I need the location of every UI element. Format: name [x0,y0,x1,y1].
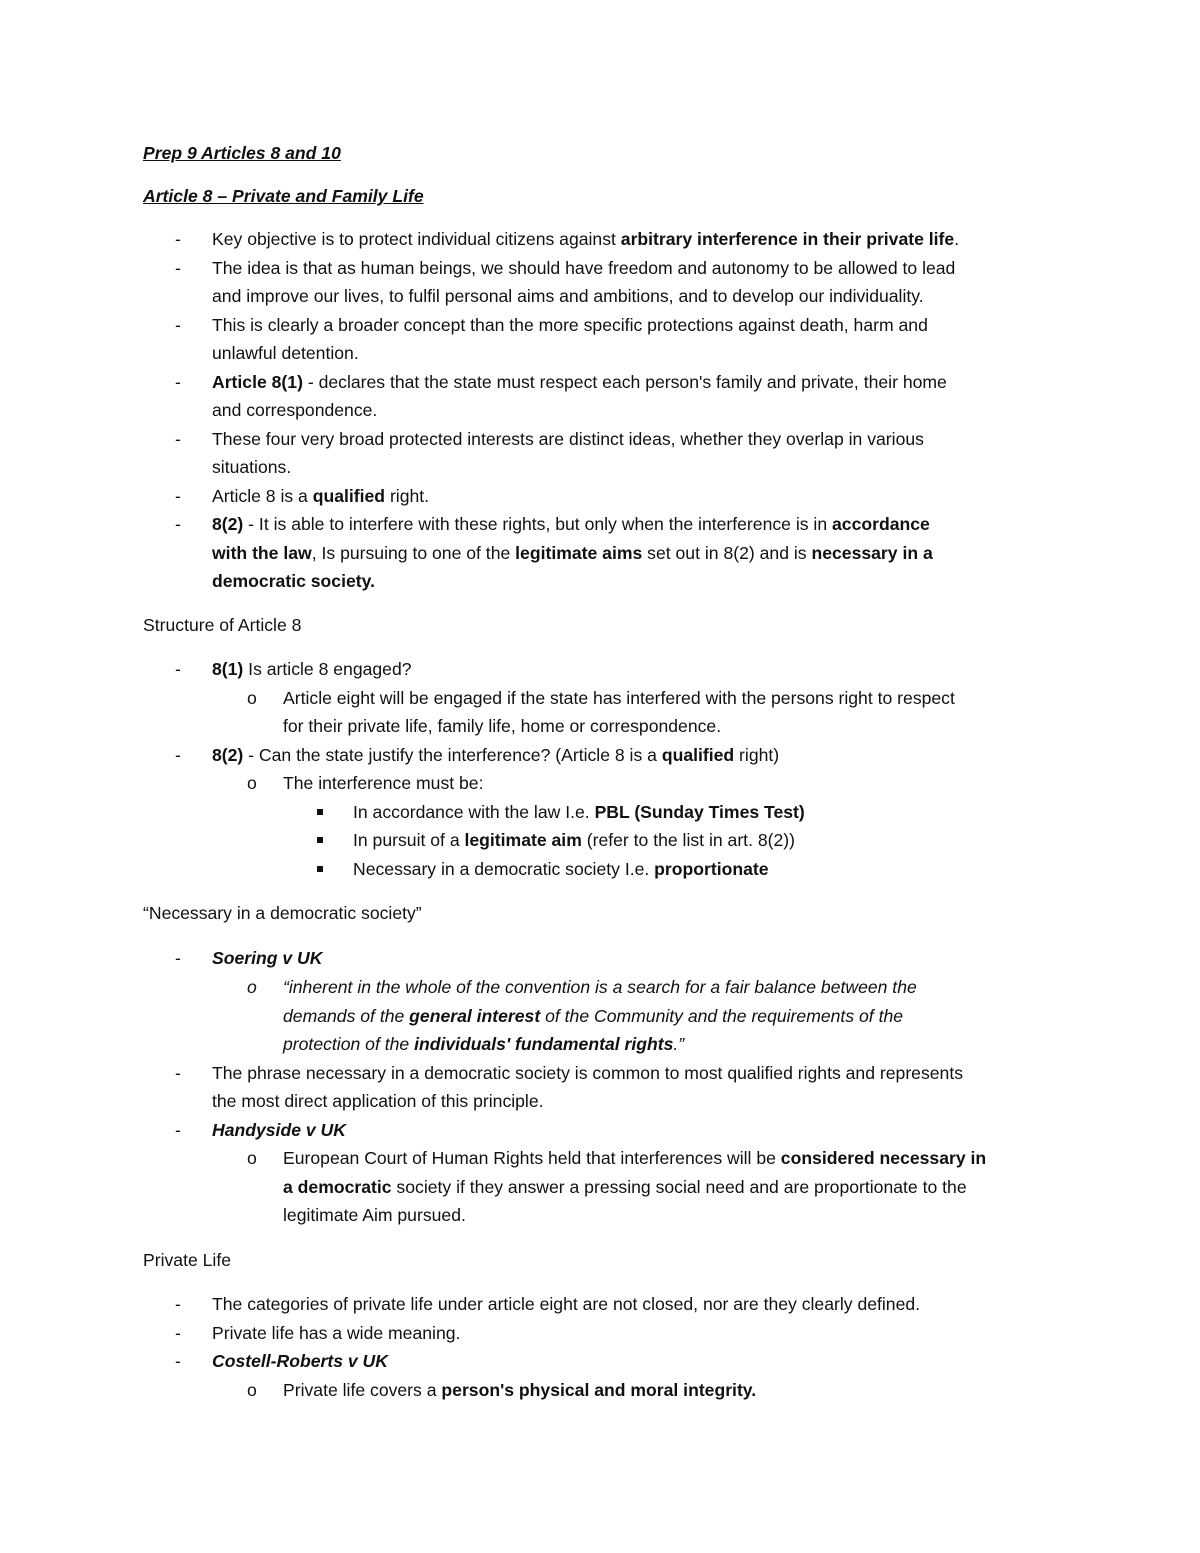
text-segment: and correspondence. [212,400,378,420]
text-segment: Soering v UK [212,948,323,968]
text-segment: legitimate Aim pursued. [283,1205,466,1225]
text-segment: .” [673,1034,685,1054]
text-segment: Costell-Roberts v UK [212,1351,388,1371]
text-line [0,482,1200,510]
text-segment: Private life covers a [283,1380,442,1400]
text-segment: 8(2) [212,514,244,534]
text-segment: a democratic [283,1177,392,1197]
text-segment: . [954,229,960,249]
text-segment: for their private life, family life, home or correspondence. [283,716,722,736]
text-segment: situations. [212,457,292,477]
text-segment: Article 8 is a [212,486,313,506]
text-line [0,1376,1200,1404]
text-segment: These four very broad protected interests are distinct ideas, whether they overlap in various [212,429,924,449]
text-segment: - It is able to interfere with these rights, but only when the interference is in [243,514,833,534]
circle-bullet-icon: o [247,1148,257,1168]
line-text [143,611,301,639]
text-line [0,1087,1200,1115]
circle-bullet-icon: o [247,773,257,793]
text-line [0,282,1200,310]
line-text [353,826,795,854]
text-segment: individuals' fundamental rights [414,1034,674,1054]
text-segment: general interest [409,1006,541,1026]
dash-bullet-icon: - [175,1120,181,1140]
line-text [283,769,483,797]
text-segment: Article 8 – Private and Family Life [143,186,424,206]
dash-bullet-icon: - [175,315,181,335]
line-text [143,182,424,210]
text-line [0,225,1200,253]
line-text [212,567,375,595]
line-text [353,855,769,883]
line-text [212,1290,920,1318]
line-text [212,225,959,253]
text-segment: Article 8(1) [212,372,303,392]
line-text [283,1201,466,1229]
text-segment: Prep 9 Articles 8 and 10 [143,143,341,163]
text-line [0,368,1200,396]
line-text [212,425,924,453]
dash-bullet-icon: - [175,1351,181,1371]
line-text [212,482,429,510]
text-segment: qualified [312,486,386,506]
text-segment: proportionate [654,859,769,879]
text-segment: In pursuit of a [353,830,465,850]
text-segment: set out in 8(2) and is [642,543,812,563]
dash-bullet-icon: - [175,745,181,765]
text-line [0,1002,1200,1030]
text-line [0,741,1200,769]
square-bullet-icon [317,855,323,883]
text-line [0,1173,1200,1201]
text-line [0,1030,1200,1058]
text-segment: the most direct application of this principle. [212,1091,544,1111]
circle-bullet-icon: o [247,688,257,708]
line-text [283,712,721,740]
dash-bullet-icon: - [175,229,181,249]
dash-bullet-icon: - [175,1294,181,1314]
text-segment: Handyside v UK [212,1120,346,1140]
dash-bullet-icon: - [175,1323,181,1343]
line-text [212,655,412,683]
dash-bullet-icon: - [175,372,181,392]
dash-bullet-icon: - [175,429,181,449]
line-text [212,944,322,972]
text-segment: protection of the [283,1034,415,1054]
text-segment: democratic society. [212,571,375,591]
text-segment: society if they answer a pressing social need and are proportionate to the [391,1177,967,1197]
line-text [283,973,917,1001]
line-text [212,368,947,396]
circle-bullet-icon: o [247,1380,257,1400]
line-text [353,798,805,826]
line-text [212,1319,460,1347]
text-segment: of the Community and the requirements of the [540,1006,904,1026]
line-text [212,1059,963,1087]
circle-bullet-icon: o [247,977,257,997]
dash-bullet-icon: - [175,948,181,968]
line-text [212,396,377,424]
text-segment: “inherent in the whole of the convention is a search for a fair balance between the [283,977,917,997]
text-line [0,712,1200,740]
text-line [0,855,1200,883]
text-line [0,567,1200,595]
text-line [0,973,1200,1001]
line-text [212,539,933,567]
line-text [283,1030,684,1058]
text-line [0,1290,1200,1318]
text-segment: necessary in a [811,543,933,563]
text-segment: European Court of Human Rights held that interferences will be [283,1148,781,1168]
dash-bullet-icon: - [175,514,181,534]
text-line [0,826,1200,854]
line-text [212,1087,544,1115]
heading-line [0,899,1200,927]
line-text [283,1173,967,1201]
text-line [0,655,1200,683]
text-segment: This is clearly a broader concept than the more specific protections against death, harm and [212,315,928,335]
text-line [0,684,1200,712]
line-text [143,1246,231,1274]
line-text [212,1347,388,1375]
text-segment: In accordance with the law I.e. [353,802,595,822]
text-segment: right. [385,486,430,506]
text-segment: Key objective is to protect individual citizens against [212,229,621,249]
text-segment: and improve our lives, to fulfil personal aims and ambitions, and to develop our individuality. [212,286,924,306]
text-segment: The categories of private life under article eight are not closed, nor are they clearly defined. [212,1294,921,1314]
text-segment: Is article 8 engaged? [243,659,412,679]
text-segment: - declares that the state must respect each person's family and private, their home [302,372,947,392]
text-segment: 8(2) [212,745,244,765]
text-segment: demands of the [283,1006,410,1026]
text-line [0,510,1200,538]
text-segment: qualified [661,745,735,765]
text-line [0,311,1200,339]
line-text [283,1002,903,1030]
line-text [212,339,359,367]
text-line [0,425,1200,453]
dash-bullet-icon: - [175,659,181,679]
dash-bullet-icon: - [175,258,181,278]
text-segment: PBL (Sunday Times Test) [594,802,805,822]
line-text [212,510,930,538]
dash-bullet-icon: - [175,486,181,506]
text-segment: considered necessary in [780,1148,987,1168]
text-segment: , Is pursuing to one of the [311,543,516,563]
line-text [143,899,422,927]
text-segment: The idea is that as human beings, we should have freedom and autonomy to be allowed to lead [212,258,956,278]
text-segment: legitimate aims [515,543,643,563]
line-text [212,741,779,769]
text-segment: person's physical and moral integrity. [441,1380,757,1400]
text-line [0,396,1200,424]
square-bullet-icon [317,798,323,826]
line-text [212,282,924,310]
text-line [0,944,1200,972]
text-line [0,339,1200,367]
text-segment: - Can the state justify the interference? (Article 8 is a [243,745,662,765]
text-segment: Private life has a wide meaning. [212,1323,461,1343]
text-segment: 8(1) [212,659,244,679]
heading-line [0,182,1200,210]
line-text [143,139,341,167]
line-text [283,1376,756,1404]
text-line [0,1201,1200,1229]
heading-line [0,1246,1200,1274]
heading-line [0,139,1200,167]
text-line [0,254,1200,282]
text-segment: (refer to the list in art. 8(2)) [581,830,795,850]
line-text [212,453,291,481]
text-segment: Structure of Article 8 [143,615,302,635]
dash-bullet-icon: - [175,1063,181,1083]
text-line [0,453,1200,481]
line-text [212,1116,346,1144]
line-text [212,254,955,282]
text-line [0,1144,1200,1172]
line-text [283,684,955,712]
square-bullet-icon [317,826,323,854]
text-segment: unlawful detention. [212,343,359,363]
text-line [0,1347,1200,1375]
text-segment: Necessary in a democratic society I.e. [353,859,655,879]
text-segment: accordance [832,514,930,534]
text-segment: with the law [212,543,312,563]
text-line [0,1319,1200,1347]
text-segment: The phrase necessary in a democratic society is common to most qualified rights and represents [212,1063,964,1083]
text-line [0,769,1200,797]
text-segment: legitimate aim [464,830,582,850]
text-segment: Private Life [143,1250,232,1270]
text-segment: Article eight will be engaged if the state has interfered with the persons right to respect [283,688,955,708]
text-line [0,539,1200,567]
text-segment: arbitrary interference in their private life [620,229,955,249]
text-segment: “Necessary in a democratic society” [143,903,422,923]
text-line [0,1059,1200,1087]
text-segment: The interference must be: [283,773,484,793]
text-segment: right) [734,745,780,765]
text-line [0,1116,1200,1144]
heading-line [0,611,1200,639]
text-line [0,798,1200,826]
line-text [283,1144,986,1172]
line-text [212,311,928,339]
